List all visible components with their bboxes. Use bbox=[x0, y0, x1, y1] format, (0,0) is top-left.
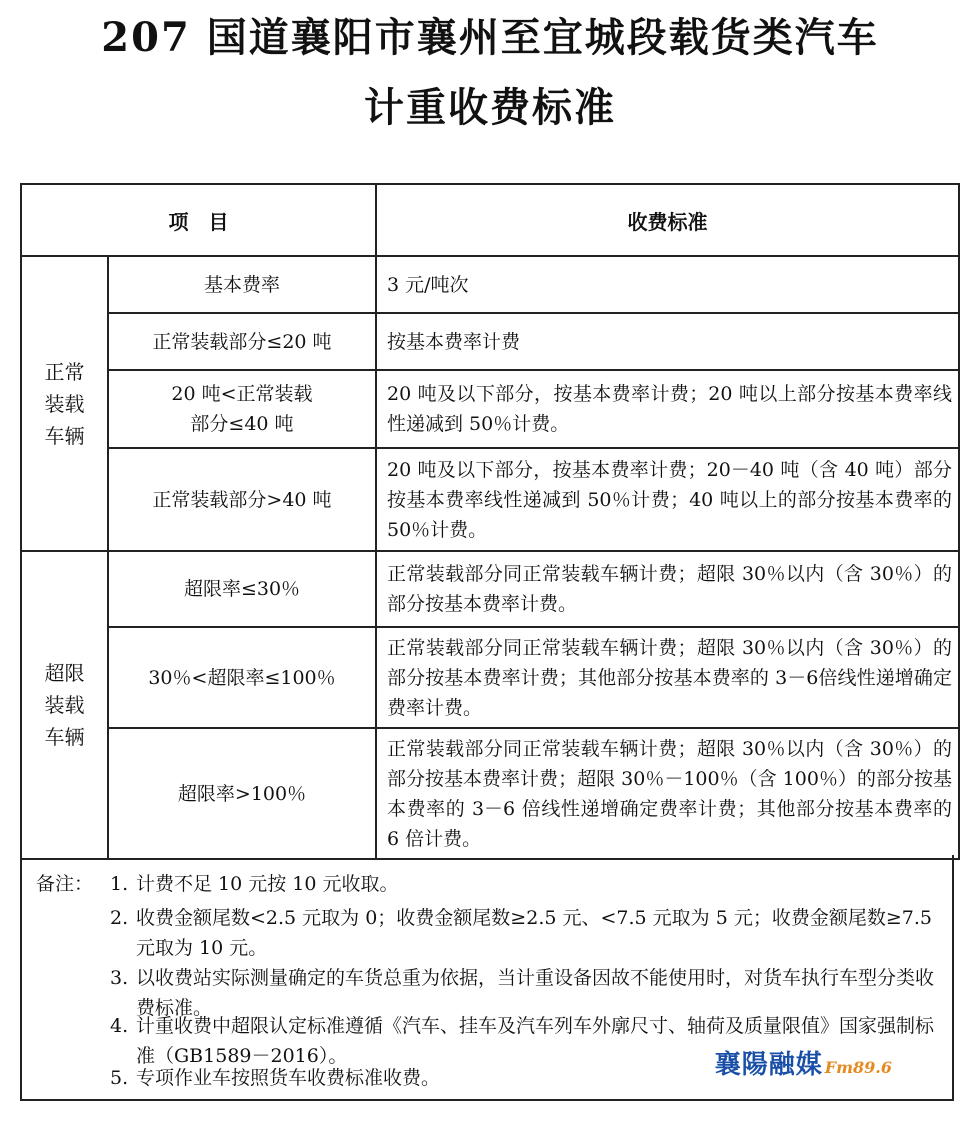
fee-standard-table bbox=[20, 183, 960, 860]
notes-label: 备注： bbox=[36, 873, 94, 895]
standard-cell: 20 吨及以下部分，按基本费率计费；20 吨以上部分按基本费率线性递减到 50％计费。 bbox=[376, 370, 959, 448]
table-row bbox=[21, 256, 959, 313]
table-row bbox=[21, 313, 959, 370]
category-normal-load: 正常 装载 车辆 bbox=[21, 256, 108, 551]
table-row bbox=[21, 627, 959, 728]
note-text: 计重收费中超限认定标准遵循《汽车、挂车及汽车列车外廓尺寸、轴荷及质量限值》国家强制标准（GB1589－2016）。 bbox=[136, 1015, 935, 1067]
header-standard: 收费标准 bbox=[376, 184, 959, 256]
note-text: 专项作业车按照货车收费标准收费。 bbox=[136, 1067, 441, 1089]
item-cell: 超限率≤30％ bbox=[108, 551, 376, 627]
note-number: 5. bbox=[110, 1067, 129, 1089]
document-title-line1: 207 国道襄阳市襄州至宜城段载货类汽车 bbox=[101, 14, 879, 61]
item-cell: 30％<超限率≤100％ bbox=[108, 627, 376, 728]
table-row bbox=[21, 728, 959, 859]
standard-cell: 按基本费率计费 bbox=[376, 313, 959, 370]
standard-cell: 20 吨及以下部分，按基本费率计费；20－40 吨（含 40 吨）部分按基本费率线性递减到 50％计费；40 吨以上的部分按基本费率的 50％计费。 bbox=[376, 448, 959, 551]
note-text: 计费不足 10 元按 10 元收取。 bbox=[136, 873, 399, 895]
item-cell: 正常装载部分≤20 吨 bbox=[108, 313, 376, 370]
item-cell: 超限率>100％ bbox=[108, 728, 376, 859]
standard-cell: 3 元/吨次 bbox=[376, 256, 959, 313]
table-row bbox=[21, 448, 959, 551]
watermark-name: 襄陽融媒 bbox=[714, 1050, 823, 1080]
standard-cell: 正常装载部分同正常装载车辆计费；超限 30％以内（含 30％）的部分按基本费率计费。 bbox=[376, 551, 959, 627]
note-text: 收费金额尾数<2.5 元取为 0；收费金额尾数≥2.5 元、<7.5 元取为 5 元；收费金额尾数≥7.5 元取为 10 元。 bbox=[136, 907, 932, 959]
watermark-fm: Fm89.6 bbox=[824, 1058, 892, 1077]
note-text: 以收费站实际测量确定的车货总重为依据，当计重设备因故不能使用时，对货车执行车型分类收费标准。 bbox=[136, 967, 935, 1019]
item-cell: 正常装载部分>40 吨 bbox=[108, 448, 376, 551]
note-number: 1. bbox=[110, 873, 129, 895]
note-number: 2. bbox=[110, 907, 129, 929]
note-number: 4. bbox=[110, 1015, 129, 1037]
table-header-row bbox=[21, 184, 959, 256]
item-cell: 20 吨<正常装载 部分≤40 吨 bbox=[108, 370, 376, 448]
media-watermark-logo bbox=[715, 1044, 892, 1081]
standard-cell: 正常装载部分同正常装载车辆计费；超限 30％以内（含 30％）的部分按基本费率计费；其他部分按基本费率的 3－6倍线性递增确定费率计费。 bbox=[376, 627, 959, 728]
category-overload: 超限 装载 车辆 bbox=[21, 551, 108, 859]
table-row bbox=[21, 551, 959, 627]
standard-cell: 正常装载部分同正常装载车辆计费；超限 30％以内（含 30％）的部分按基本费率计费；超限 30％－100％（含 100％）的部分按基本费率的 3－6 倍线性递增确定费率计费；其他部分按基本费率的 6 倍计费。 bbox=[376, 728, 959, 859]
item-cell: 基本费率 bbox=[108, 256, 376, 313]
note-number: 3. bbox=[110, 967, 129, 989]
header-item: 项 目 bbox=[21, 184, 376, 256]
table-row bbox=[21, 370, 959, 448]
document-title-line2: 计重收费标准 bbox=[364, 84, 616, 131]
